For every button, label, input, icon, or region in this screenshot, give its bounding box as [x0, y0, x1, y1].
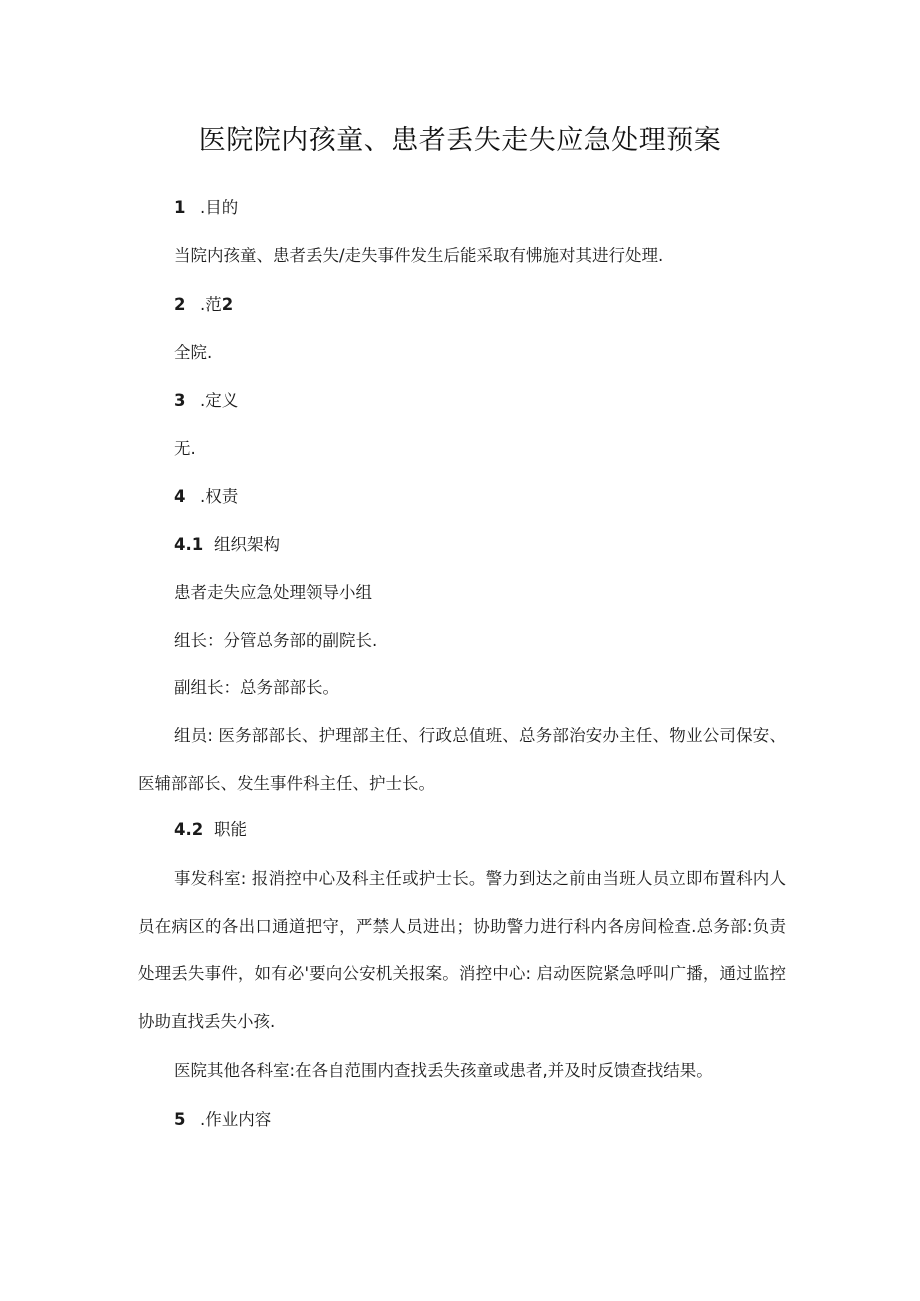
section-heading-5 [174, 1108, 271, 1132]
purpose-text: 当院内孩童、患者丢失/走失事件发生后能采取有怫施对其进行处理. [174, 246, 664, 265]
deputy-text: 副组长：总务部部长。 [174, 678, 339, 697]
section-label: .定义 [200, 391, 239, 410]
section-heading-3 [174, 389, 238, 413]
team-name-text: 患者走失应急处理领导小组 [174, 583, 372, 602]
members-paragraph: 组员: 医务部部长、护理部主任、行政总值班、总务部治安办主任、物业公司保安、医辅部部长、发生事件科主任、护士长。 [138, 726, 786, 793]
section-heading-2 [174, 293, 233, 317]
definition-text: 无. [174, 439, 196, 458]
other-departments-text: 医院其他各科室:在各自范围内查找丢失孩童或患者,并及时反馈查找结果。 [174, 1061, 713, 1080]
subsection-number: 4.2 [174, 820, 204, 839]
subsection-heading-4-1 [174, 533, 280, 557]
duties-paragraph: 事发科室: 报消控中心及科主任或护士长。警力到达之前由当班人员立即布置科内人员在病区的各出口通道把守，严禁人员进出；协助警力进行科内各房间检查.总务部:负责处理丢失事件，如有必'要向公安机关报案。消控中心: 启动医院紧急呼叫广播，通过监控协助直找丢失小孩. [138, 869, 786, 1031]
subsection-label: 职能 [214, 820, 247, 839]
leader-text: 组长：分管总务部的副院长. [174, 631, 378, 650]
document-title: 医院院内孩童、患者丢失走失应急处理预案 [198, 125, 722, 156]
subsection-label: 组织架构 [214, 535, 280, 554]
section-label: .范 [200, 295, 222, 314]
section-number: 3 [174, 391, 186, 410]
section-number: 1 [174, 198, 186, 217]
section-number: 4 [174, 487, 186, 506]
section-number: 5 [174, 1110, 186, 1129]
subsection-number: 4.1 [174, 535, 204, 554]
section-label-tail: 2 [221, 295, 234, 314]
section-heading-4 [174, 485, 238, 509]
scope-text: 全院. [174, 343, 213, 362]
subsection-heading-4-2 [174, 818, 247, 842]
section-number: 2 [174, 295, 186, 314]
section-label: .作业内容 [200, 1110, 272, 1129]
section-heading-1 [174, 196, 238, 220]
section-label: .目的 [200, 198, 239, 217]
section-label: .权责 [200, 487, 239, 506]
